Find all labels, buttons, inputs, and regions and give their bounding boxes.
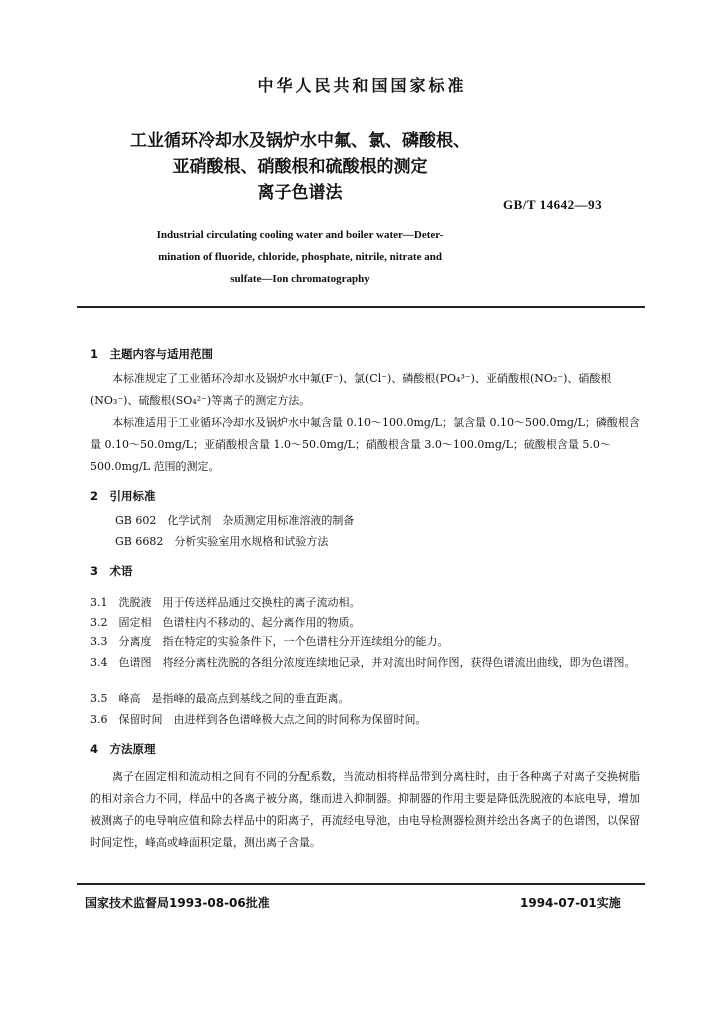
section-4-paragraph-1: 离子在固定相和流动相之间有不同的分配系数，当流动相将样品带到分离柱时，由于各种离子对离子交换树脂的相对亲合力不同，样品中的各离子被分离，继而进入抑制器。抑制器的作用主要是降低洗脱液的本底电导，增加被测离子的电导响应值和除去样品中的阳离子，再流经电导池，由电导检测器检测并绘出各离子的色谱图，以保留时间定性，峰高或峰面积定量，测出离子含量。 <box>90 770 640 849</box>
title-en-line-3: sulfate—Ion chromatography <box>230 273 370 285</box>
implementation-date: 1994-07-01实施 <box>520 896 621 910</box>
title-english <box>120 224 480 290</box>
title-line-3: 离子色谱法 <box>257 183 343 203</box>
term-item: 3.6 保留时间 由进样到各色谱峰极大点之间的时间称为保留时间。 <box>90 713 427 726</box>
title-line-2: 亚硝酸根、硝酸根和硫酸根的测定 <box>172 157 428 177</box>
top-rule <box>77 306 645 308</box>
section-4-heading: 4 方法原理 <box>90 742 156 756</box>
section-1-heading: 1 主题内容与适用范围 <box>90 347 214 361</box>
title-chinese <box>100 128 500 206</box>
term-item: 3.4 色谱图 将经分离柱洗脱的各组分浓度连续地记录，并对流出时间作图，获得色谱流出曲线，即为色谱图。 <box>90 656 636 669</box>
standard-number: GB/T 14642—93 <box>503 197 603 212</box>
reference-item: GB 602 化学试剂 杂质测定用标准溶液的制备 <box>115 514 355 527</box>
term-item: 3.5 峰高 是指峰的最高点到基线之间的垂直距离。 <box>90 692 350 705</box>
term-item: 3.3 分离度 指在特定的实验条件下，一个色谱柱分开连续组分的能力。 <box>90 635 449 648</box>
title-line-1: 工业循环冷却水及锅炉水中氟、氯、磷酸根、 <box>130 131 470 151</box>
reference-item: GB 6682 分析实验室用水规格和试验方法 <box>115 535 329 548</box>
section-3-heading: 3 术语 <box>90 564 133 578</box>
title-en-line-2: mination of fluoride, chloride, phosphate, nitrile, nitrate and <box>158 251 442 263</box>
bottom-rule <box>77 883 645 885</box>
title-en-line-1: Industrial circulating cooling water and boiler water—Deter- <box>156 229 444 241</box>
term-item: 3.2 固定相 色谱柱内不移动的、起分离作用的物质。 <box>90 616 361 629</box>
section-2-heading: 2 引用标准 <box>90 489 156 503</box>
section-1-paragraph-1: 本标准规定了工业循环冷却水及锅炉水中氟(F⁻)、氯(Cl⁻)、磷酸根(PO₄³⁻)、亚硝酸根(NO₂⁻)、硝酸根(NO₃⁻)、硫酸根(SO₄²⁻)等离子的测定方法。 <box>90 372 612 407</box>
term-item: 3.1 洗脱液 用于传送样品通过交换柱的离子流动相。 <box>90 596 361 609</box>
section-1-paragraph-2: 本标准适用于工业循环冷却水及锅炉水中氟含量 0.10～100.0mg/L；氯含量 0.10～500.0mg/L；磷酸根含量 0.10～50.0mg/L；亚硝酸根含量 1.0～50.0mg/L；硝酸根含量 3.0～100.0mg/L；硫酸根含量 5.0～500.0mg/L 范围的测定。 <box>90 416 640 473</box>
document-header: 中华人民共和国国家标准 <box>257 76 467 95</box>
approval-date: 国家技术监督局1993-08-06批准 <box>85 896 270 910</box>
